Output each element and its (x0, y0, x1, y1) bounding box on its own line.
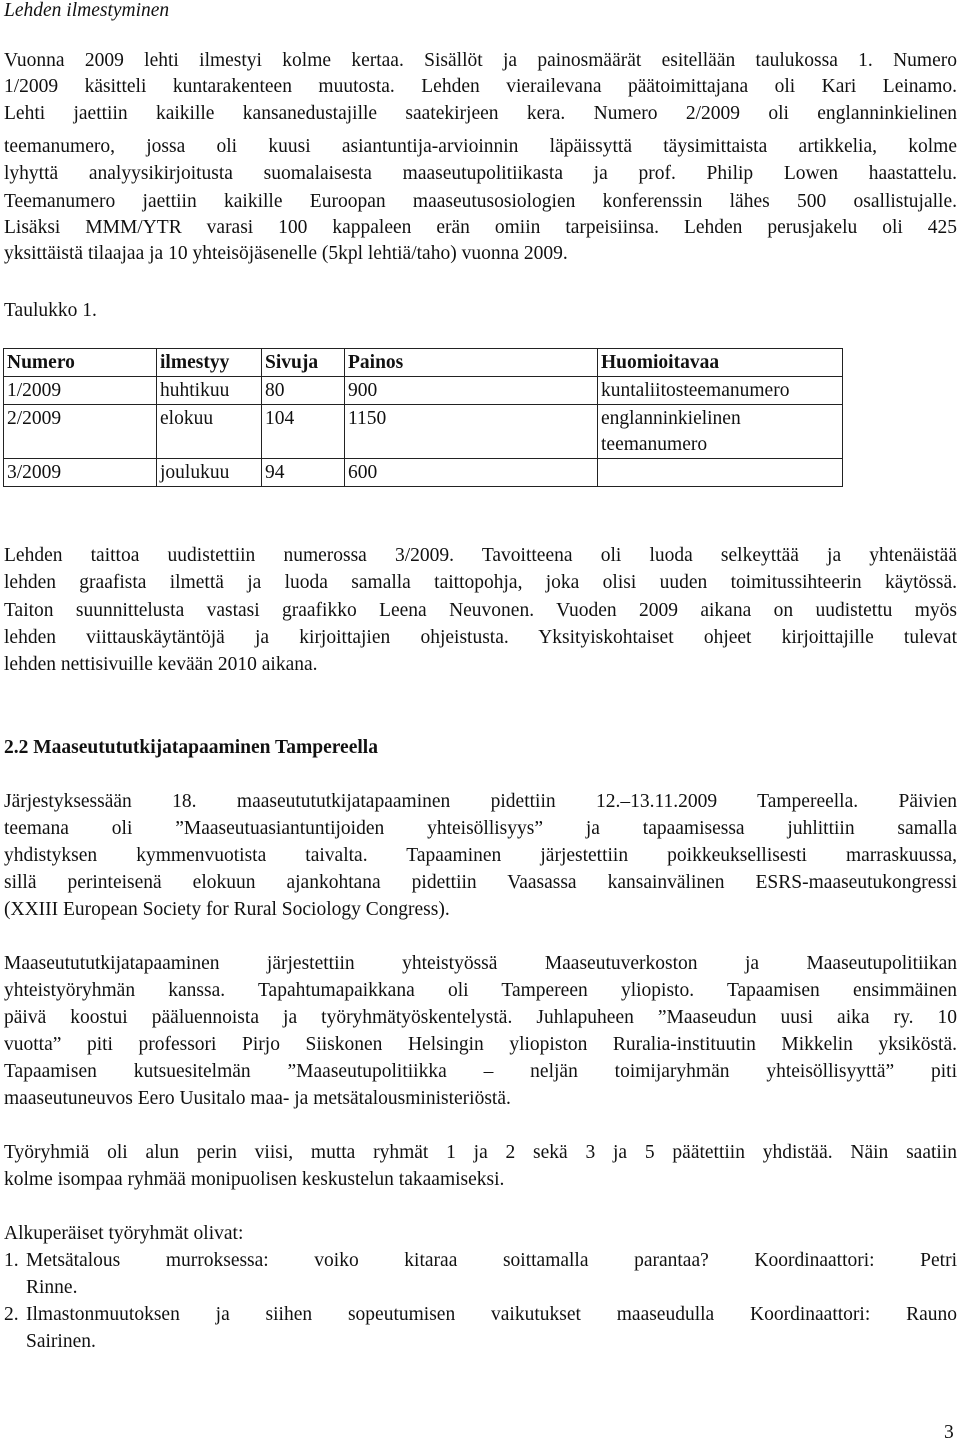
table-cell: 94 (262, 459, 345, 487)
table-cell: joulukuu (157, 459, 262, 487)
text-line: teemanumero, jossa oli kuusi asiantuntija-arvioinnin läpäissyttä täysimittaista artikkelia, kolme (4, 136, 957, 157)
text-line: Teemanumero jaettiin kaikille Euroopan maaseutusosiologien konferenssin lähes 500 osallistujalle. (4, 191, 957, 212)
table-cell: kuntaliitosteemanumero (598, 377, 843, 405)
table-row (4, 405, 843, 459)
text-line: sillä perinteisenä elokuun ajankohtana pidettiin Vaasassa kansainvälinen ESRS-maaseutukongressi (4, 872, 957, 893)
table-cell: huhtikuu (157, 377, 262, 405)
text-line: Tapaamisen kutsuesitelmän ”Maaseutupolitiikka – neljän toimijaryhmän yhteisöllisyyttä” piti (4, 1061, 957, 1082)
table-header-cell: Sivuja (262, 349, 345, 377)
table-cell: 3/2009 (4, 459, 157, 487)
list-text: Rinne. (26, 1277, 78, 1298)
text-line: teemana oli ”Maaseutuasiantuntijoiden yhteisöllisyys” ja tapaamisessa juhlittiin samalla (4, 818, 957, 839)
list-text: Sairinen. (26, 1331, 96, 1352)
text-line: lehden graafista ilmettä ja luoda samalla taittopohja, joka olisi uuden toimitussihteerin käytössä. (4, 572, 957, 593)
table-cell: 600 (345, 459, 598, 487)
cell-line: englanninkielinen (601, 408, 741, 429)
table-cell: 2/2009 (4, 405, 157, 459)
text-line: yhdistyksen kymmenvuotista taivalta. Tapaaminen järjestettiin poikkeuksellisesti marraskuussa, (4, 845, 957, 866)
text-line: maaseutuneuvos Eero Uusitalo maa- ja metsätalousministeriöstä. (4, 1088, 511, 1109)
text-line: päivä koostui pääluennoista ja työryhmätyöskentelystä. Juhlapuheen ”Maaseudun uusi aika ry. 10 (4, 1007, 957, 1028)
table-header-cell: Painos (345, 349, 598, 377)
text-line: 1/2009 käsitteli kuntarakenteen muutosta. Lehden vierailevana päätoimittajana oli Kari Leinamo. (4, 76, 957, 97)
list-intro: Alkuperäiset työryhmät olivat: (4, 1223, 244, 1244)
text-line: (XXIII European Society for Rural Sociology Congress). (4, 899, 450, 920)
text-line: Vuonna 2009 lehti ilmestyi kolme kertaa. Sisällöt ja painosmäärät esitellään taulukossa 1. Numero (4, 50, 957, 71)
text-line: lehden viittauskäytäntöjä ja kirjoittajien ohjeistusta. Yksityiskohtaiset ohjeet kirjoittajille tulevat (4, 627, 957, 648)
table-cell: 104 (262, 405, 345, 459)
list-number: 2. (4, 1304, 19, 1325)
table-cell: 900 (345, 377, 598, 405)
text-line: lehden nettisivuille kevään 2010 aikana. (4, 654, 318, 675)
table-header-row (4, 349, 843, 377)
text-line: Maaseutututkijatapaaminen järjestettiin yhteistyössä Maaseutuverkoston ja Maaseutupolitiikan (4, 953, 957, 974)
publication-table (3, 348, 843, 487)
section-title: Lehden ilmestyminen (4, 0, 170, 21)
text-line: Työryhmiä oli alun perin viisi, mutta ryhmät 1 ja 2 sekä 3 ja 5 päätettiin yhdistää. Näin saatiin (4, 1142, 957, 1163)
text-line: vuotta” piti professori Pirjo Siiskonen Helsingin yliopiston Ruralia-instituutin Mikkelin yksiköstä. (4, 1034, 957, 1055)
text-line: lyhyttä analyysikirjoitusta suomalaisesta maaseutupolitiikasta ja prof. Philip Lowen haastattelu. (4, 163, 957, 184)
table-header-cell: Numero (4, 349, 157, 377)
text-line: Taiton suunnittelusta vastasi graafikko Leena Neuvonen. Vuoden 2009 aikana on uudistettu myös (4, 600, 957, 621)
table-header-cell: Huomioitavaa (598, 349, 843, 377)
cell-line: teemanumero (601, 434, 708, 455)
list-text: Ilmastonmuutoksen ja siihen sopeutumisen vaikutukset maaseudulla Koordinaattori: Rauno (26, 1304, 957, 1325)
table-cell: 1150 (345, 405, 598, 459)
text-line: Lehden taittoa uudistettiin numerossa 3/2009. Tavoitteena oli luoda selkeyttää ja yhtenäistää (4, 545, 957, 566)
text-line: Lisäksi MMM/YTR varasi 100 kappaleen erän omiin tarpeisiinsa. Lehden perusjakelu oli 425 (4, 217, 957, 238)
table-caption: Taulukko 1. (4, 300, 97, 321)
list-number: 1. (4, 1250, 19, 1271)
table-row (4, 377, 843, 405)
text-line: Lehti jaettiin kaikille kansanedustajille saatekirjeen kera. Numero 2/2009 oli englanninkielinen (4, 103, 957, 124)
text-line: Järjestyksessään 18. maaseutututkijatapaaminen pidettiin 12.–13.11.2009 Tampereella. Päivien (4, 791, 957, 812)
page-number: 3 (944, 1422, 954, 1443)
table-row (4, 459, 843, 487)
table-cell: 1/2009 (4, 377, 157, 405)
table-cell: elokuu (157, 405, 262, 459)
section-heading: 2.2 Maaseutututkijatapaaminen Tampereella (4, 737, 378, 758)
text-line: yksittäistä tilaajaa ja 10 yhteisöjäsenelle (5kpl lehtiä/taho) vuonna 2009. (4, 243, 568, 264)
table-cell: 80 (262, 377, 345, 405)
list-text: Metsätalous murroksessa: voiko kitaraa soittamalla parantaa? Koordinaattori: Petri (26, 1250, 957, 1271)
table-header-cell: ilmestyy (157, 349, 262, 377)
table-cell (598, 405, 843, 459)
table-cell (598, 459, 843, 487)
text-line: kolme isompaa ryhmää monipuolisen keskustelun takaamiseksi. (4, 1169, 505, 1190)
text-line: yhteistyöryhmän kanssa. Tapahtumapaikkana oli Tampereen yliopisto. Tapaamisen ensimmäinen (4, 980, 957, 1001)
